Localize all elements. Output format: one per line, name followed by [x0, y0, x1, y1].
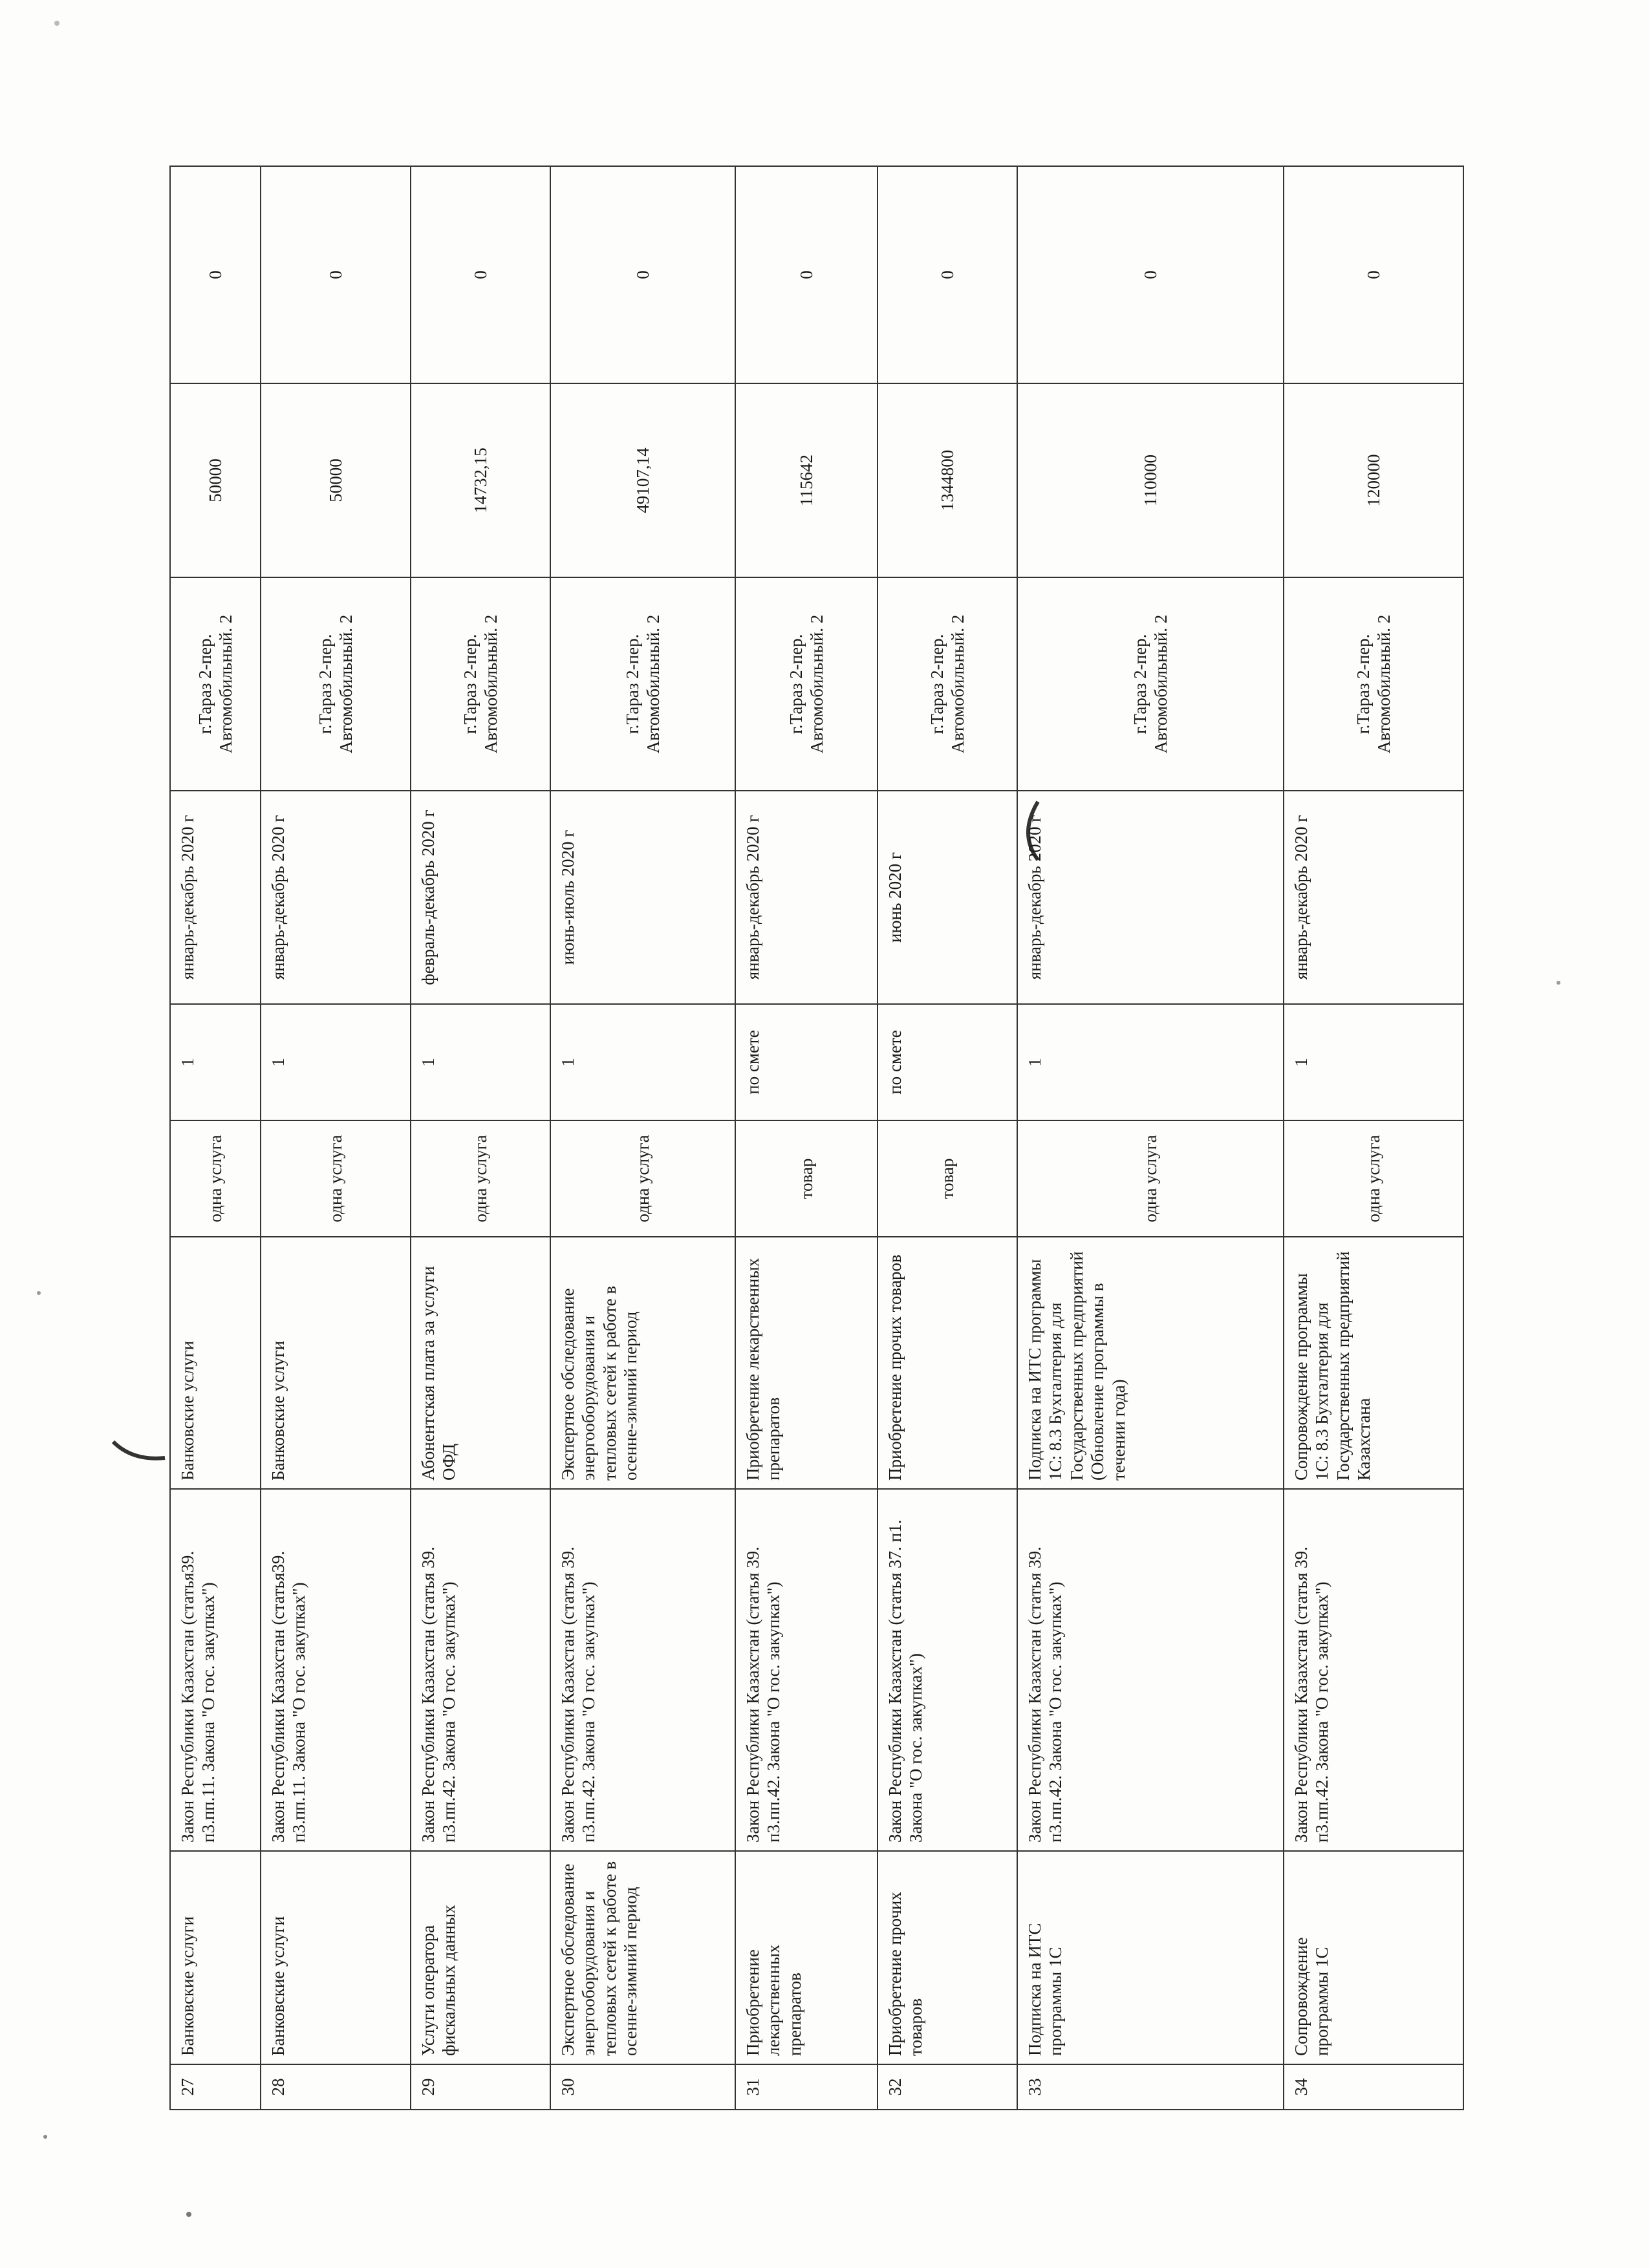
period: январь-декабрь 2020 г: [1284, 791, 1463, 1004]
period: январь-декабрь 2020 г: [261, 791, 411, 1004]
procurement-table: [169, 166, 1464, 2110]
advance: 0: [1284, 166, 1463, 383]
quantity: по смете: [735, 1004, 878, 1120]
advance: 0: [411, 166, 550, 383]
advance: 0: [170, 166, 261, 383]
delivery-place: г.Тараз 2-пер. Автомобильный. 2: [411, 577, 550, 791]
period: июнь 2020 г: [878, 791, 1017, 1004]
row-number: 31: [735, 2064, 878, 2110]
advance: 0: [261, 166, 411, 383]
row-number: 27: [170, 2064, 261, 2110]
unit: одна услуга: [170, 1120, 261, 1237]
item-name: Банковские услуги: [170, 1851, 261, 2064]
row-number: 29: [411, 2064, 550, 2110]
legal-basis: Закон Республики Казахстан (статья39. п3.пп.11. Закона "О гос. закупках"): [170, 1489, 261, 1851]
amount: 14732,15: [411, 383, 550, 577]
period: январь-декабрь 2020 г: [1017, 791, 1284, 1004]
table-row: [735, 166, 878, 2110]
quantity: 1: [1017, 1004, 1284, 1120]
table-row: [1017, 166, 1284, 2110]
item-name: Приобретение прочих товаров: [878, 1851, 1017, 2064]
advance: 0: [878, 166, 1017, 383]
quantity: 1: [170, 1004, 261, 1120]
legal-basis: Закон Республики Казахстан (статья39. п3.пп.11. Закона "О гос. закупках"): [261, 1489, 411, 1851]
quantity: 1: [1284, 1004, 1463, 1120]
legal-basis: Закон Республики Казахстан (статья 39. п3.пп.42. Закона "О гос. закупках"): [411, 1489, 550, 1851]
item-name: Приобретение лекарственных препаратов: [735, 1851, 878, 2064]
quantity: 1: [550, 1004, 735, 1120]
legal-basis: Закон Республики Казахстан (статья 39. п3.пп.42. Закона "О гос. закупках"): [1284, 1489, 1463, 1851]
unit: одна услуга: [1017, 1120, 1284, 1237]
delivery-place: г.Тараз 2-пер. Автомобильный. 2: [1017, 577, 1284, 791]
table-row: [550, 166, 735, 2110]
table-row: [878, 166, 1017, 2110]
row-number: 34: [1284, 2064, 1463, 2110]
unit: одна услуга: [411, 1120, 550, 1237]
item-name: Экспертное обследование энергооборудования и тепловых сетей к работе в осенне-зимний период: [550, 1851, 735, 2064]
item-description: Абонентская плата за услуги ОФД: [411, 1237, 550, 1489]
period: январь-декабрь 2020 г: [170, 791, 261, 1004]
item-name: Банковские услуги: [261, 1851, 411, 2064]
item-description: Сопровождение программы 1С: 8.3 Бухгалтерия для Государственных предприятий Казахстана: [1284, 1237, 1463, 1489]
advance: 0: [1017, 166, 1284, 383]
unit: товар: [735, 1120, 878, 1237]
amount: 115642: [735, 383, 878, 577]
item-description: Подписка на ИТС программы 1С: 8.3 Бухгалтерия для Государственных предприятий (Обновление программы в течении года): [1017, 1237, 1284, 1489]
period: январь-декабрь 2020 г: [735, 791, 878, 1004]
item-name: Подписка на ИТС программы 1С: [1017, 1851, 1284, 2064]
delivery-place: г.Тараз 2-пер. Автомобильный. 2: [170, 577, 261, 791]
delivery-place: г.Тараз 2-пер. Автомобильный. 2: [550, 577, 735, 791]
delivery-place: г.Тараз 2-пер. Автомобильный. 2: [735, 577, 878, 791]
amount: 120000: [1284, 383, 1463, 577]
period: февраль-декабрь 2020 г: [411, 791, 550, 1004]
amount: 50000: [261, 383, 411, 577]
item-description: Приобретение прочих товаров: [878, 1237, 1017, 1489]
unit: одна услуга: [550, 1120, 735, 1237]
item-description: Экспертное обследование энергооборудования и тепловых сетей к работе в осенне-зимний период: [550, 1237, 735, 1489]
delivery-place: г.Тараз 2-пер. Автомобильный. 2: [261, 577, 411, 791]
row-number: 33: [1017, 2064, 1284, 2110]
row-number: 30: [550, 2064, 735, 2110]
table-row: [1284, 166, 1463, 2110]
row-number: 32: [878, 2064, 1017, 2110]
item-name: Сопровождение программы 1С: [1284, 1851, 1463, 2064]
amount: 110000: [1017, 383, 1284, 577]
period: июнь-июль 2020 г: [550, 791, 735, 1004]
amount: 49107,14: [550, 383, 735, 577]
item-description: Банковские услуги: [261, 1237, 411, 1489]
quantity: 1: [411, 1004, 550, 1120]
quantity: 1: [261, 1004, 411, 1120]
unit: одна услуга: [261, 1120, 411, 1237]
row-number: 28: [261, 2064, 411, 2110]
table-row: [261, 166, 411, 2110]
amount: 1344800: [878, 383, 1017, 577]
table-row: [411, 166, 550, 2110]
table-row: [170, 166, 261, 2110]
legal-basis: Закон Республики Казахстан (статья 39. п3.пп.42. Закона "О гос. закупках"): [1017, 1489, 1284, 1851]
delivery-place: г.Тараз 2-пер. Автомобильный. 2: [878, 577, 1017, 791]
quantity: по смете: [878, 1004, 1017, 1120]
unit: одна услуга: [1284, 1120, 1463, 1237]
legal-basis: Закон Республики Казахстан (статья 39. п3.пп.42. Закона "О гос. закупках"): [735, 1489, 878, 1851]
item-name: Услуги оператора фискальных данных: [411, 1851, 550, 2064]
advance: 0: [735, 166, 878, 383]
advance: 0: [550, 166, 735, 383]
legal-basis: Закон Республики Казахстан (статья 39. п3.пп.42. Закона "О гос. закупках"): [550, 1489, 735, 1851]
amount: 50000: [170, 383, 261, 577]
item-description: Банковские услуги: [170, 1237, 261, 1489]
item-description: Приобретение лекарственных препаратов: [735, 1237, 878, 1489]
legal-basis: Закон Республики Казахстан (статья 37. п1. Закона "О гос. закупках"): [878, 1489, 1017, 1851]
delivery-place: г.Тараз 2-пер. Автомобильный. 2: [1284, 577, 1463, 791]
unit: товар: [878, 1120, 1017, 1237]
